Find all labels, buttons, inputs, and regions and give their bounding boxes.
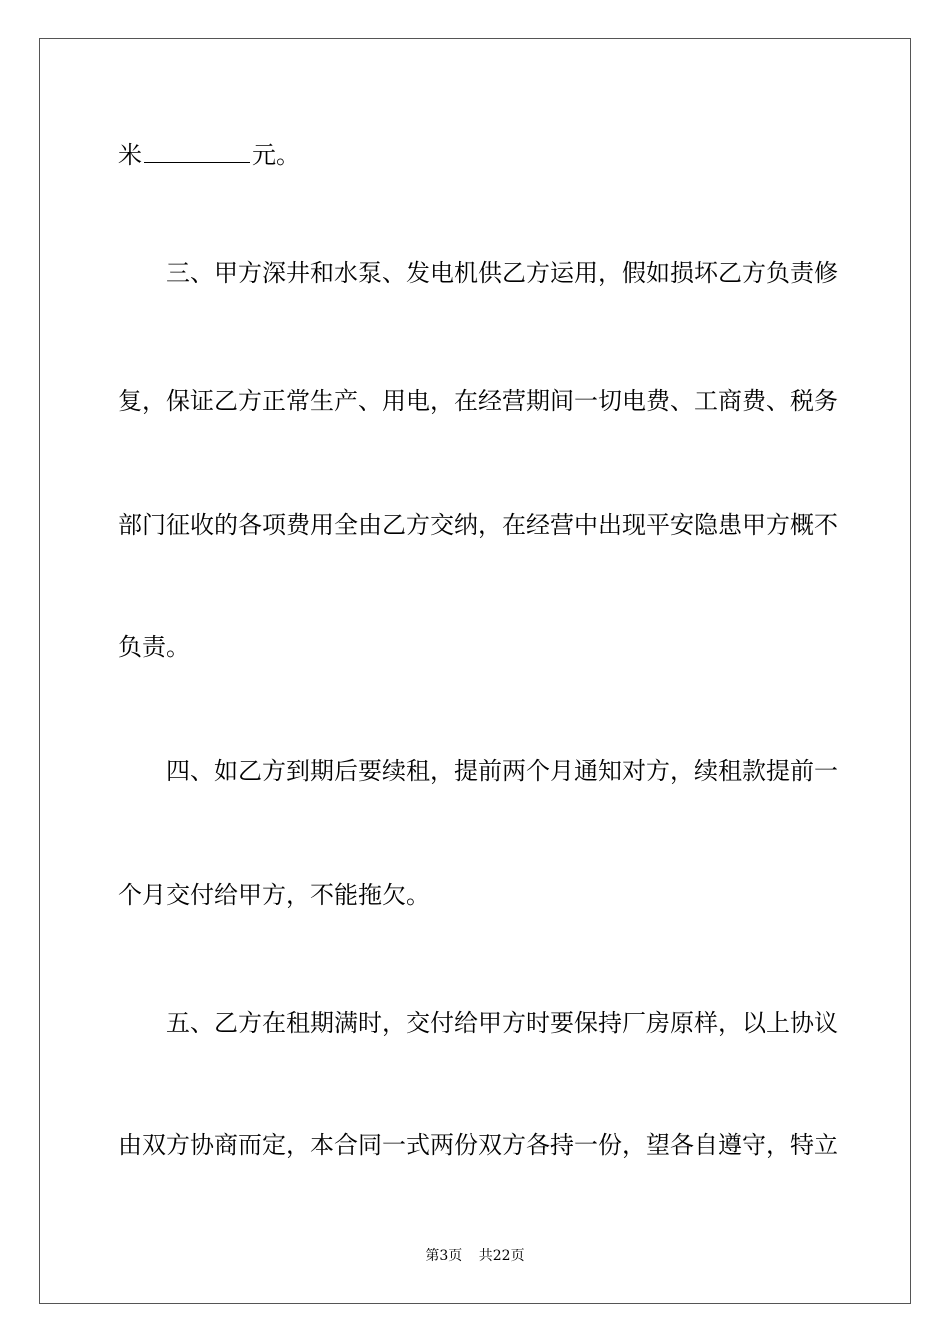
amount-suffix: 元。 xyxy=(252,141,300,169)
amount-blank-field xyxy=(144,140,250,163)
clause-3-line-1: 三、甲方深井和水泵、发电机供乙方运用，假如损坏乙方负责修 xyxy=(166,259,838,287)
clause-4-line-2: 个月交付给甲方，不能拖欠。 xyxy=(118,881,430,909)
text-line-amount xyxy=(118,140,300,170)
clause-5-line-1: 五、乙方在租期满时，交付给甲方时要保持厂房原样，以上协议 xyxy=(166,1009,838,1037)
page-number-total: 共22页 xyxy=(478,1248,525,1264)
amount-prefix: 米 xyxy=(118,141,142,169)
clause-3-line-2: 复，保证乙方正常生产、用电，在经营期间一切电费、工商费、税务 xyxy=(118,387,838,415)
page-frame xyxy=(39,38,911,1304)
page-number-current: 第3页 xyxy=(425,1248,463,1264)
clause-3-line-4: 负责。 xyxy=(118,633,190,661)
clause-4-line-1: 四、如乙方到期后要续租，提前两个月通知对方，续租款提前一 xyxy=(166,757,838,785)
clause-3-line-3: 部门征收的各项费用全由乙方交纳，在经营中出现平安隐患甲方概不 xyxy=(118,511,838,539)
clause-5-line-2: 由双方协商而定，本合同一式两份双方各持一份，望各自遵守，特立 xyxy=(118,1131,838,1159)
page-footer xyxy=(0,1246,950,1266)
